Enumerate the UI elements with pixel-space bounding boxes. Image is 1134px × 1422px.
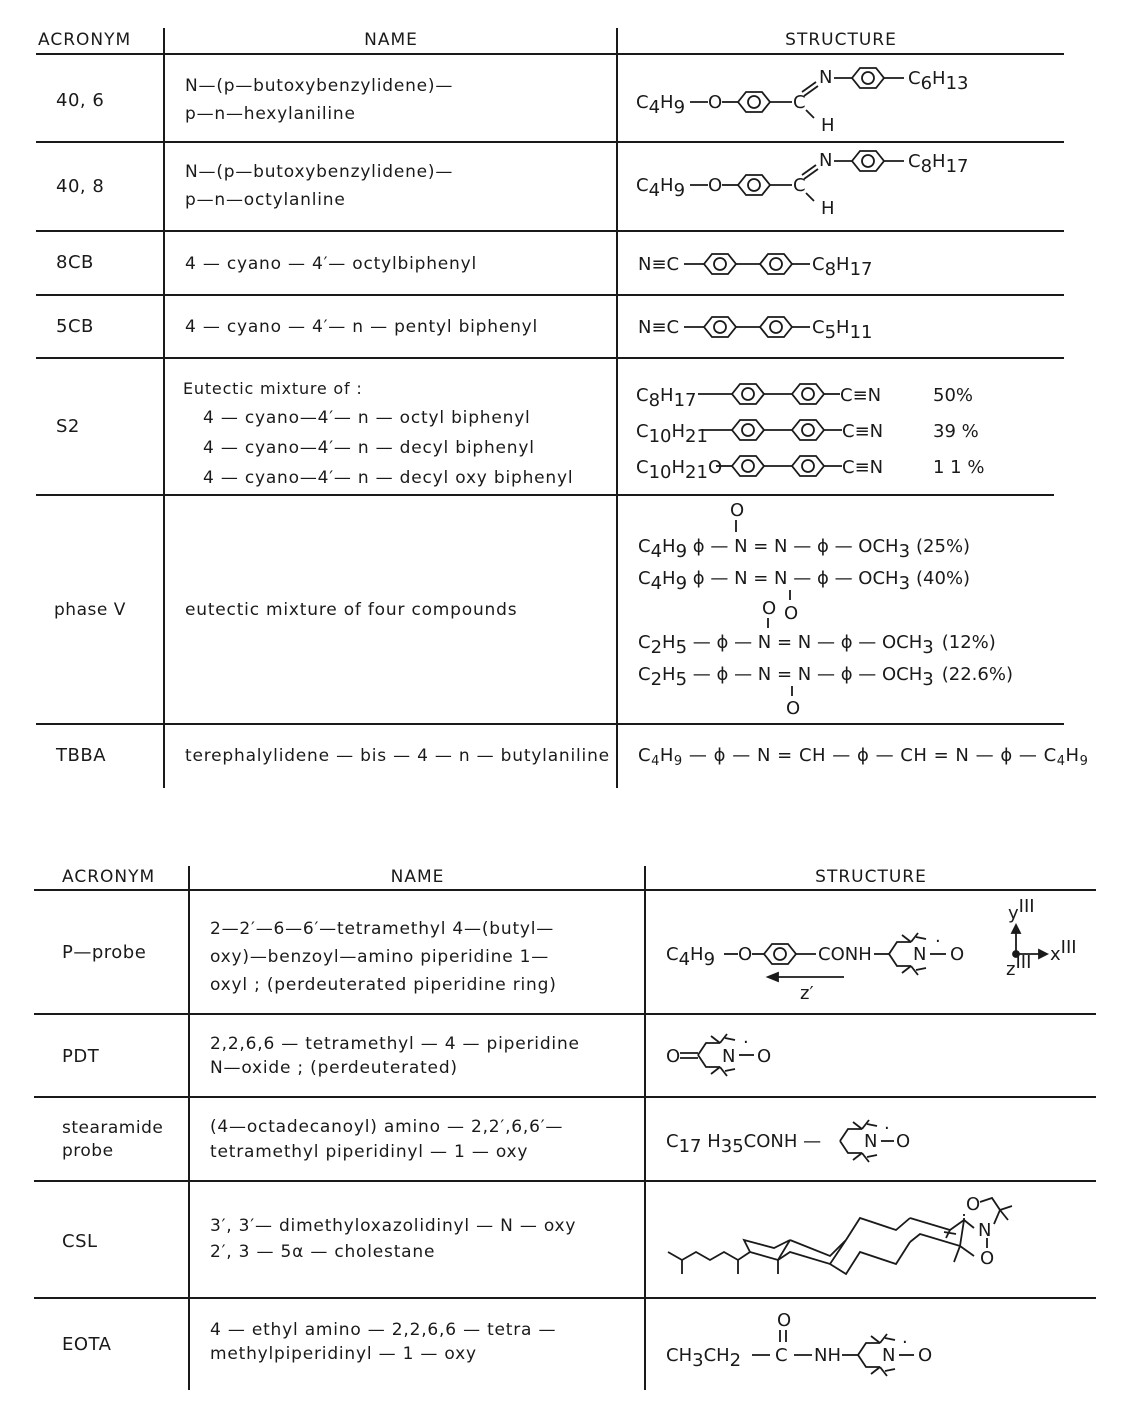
svg-text:1 1 %: 1 1 % (933, 457, 985, 478)
name-line: 3′, 3′— dimethyloxazolidinyl — N — oxy (210, 1216, 577, 1236)
svg-text:O: O (730, 500, 745, 521)
component-structure (636, 456, 984, 483)
svg-text:50%: 50% (933, 385, 974, 406)
divider (34, 1180, 1096, 1182)
svg-text:·: · (902, 1332, 908, 1353)
svg-text:O: O (757, 1046, 772, 1067)
benzene-ring-icon (760, 317, 792, 337)
benzene-ring-icon (764, 944, 796, 964)
acronym-cell: S2 (56, 416, 80, 437)
svg-text:C2H5 — ϕ — N = N — ϕ — OCH3(12: C2H5 — ϕ — N = N — ϕ — OCH3 (12%) (638, 632, 996, 658)
header-acronym: ACRONYM (62, 867, 156, 887)
name-line: p—n—hexylaniline (185, 104, 356, 124)
name-line: terephalylidene — bis — 4 — n — butylaniline (185, 746, 610, 766)
structure-diagram (636, 498, 1036, 720)
name-line: N—(p—butoxybenzylidene)— (185, 162, 454, 182)
svg-text:39 %: 39 % (933, 421, 979, 442)
svg-text:NH: NH (814, 1345, 841, 1366)
name-line: p—n—octylanline (185, 190, 346, 210)
svg-text:C≡N: C≡N (842, 457, 884, 478)
header-acronym: ACRONYM (38, 30, 132, 50)
svg-text:C4H9: C4H9 (636, 175, 686, 201)
svg-text:C4H9: C4H9 (636, 92, 686, 118)
name-line: 4 — cyano — 4′— octylbiphenyl (185, 254, 478, 274)
svg-text:C8H17: C8H17 (908, 151, 969, 177)
benzene-ring-icon (792, 384, 824, 404)
name-line: 2′, 3 — 5α — cholestane (210, 1242, 436, 1262)
acronym-cell: 5CB (56, 316, 94, 337)
divider (34, 1096, 1096, 1098)
svg-text:C: C (793, 92, 806, 113)
formula-part: C (638, 745, 652, 766)
formula-subscript: 4 (1056, 754, 1066, 769)
benzene-ring-icon (792, 420, 824, 440)
svg-text:N: N (722, 1046, 736, 1067)
benzene-ring-icon (704, 317, 736, 337)
steroid-skeleton-icon (668, 1198, 1012, 1274)
benzene-ring-icon (760, 254, 792, 274)
name-line: oxyl ; (perdeuterated piperidine ring) (210, 975, 557, 995)
header-structure: STRUCTURE (785, 30, 897, 50)
svg-text:CH3CH2: CH3CH2 (666, 1345, 742, 1371)
acronym-cell: CSL (62, 1231, 98, 1252)
acronym-cell: TBBA (56, 745, 107, 766)
structure-diagram (636, 58, 1056, 138)
svg-text:O: O (738, 944, 753, 965)
benzene-ring-icon (792, 456, 824, 476)
svg-text:zIII: zIII (1006, 952, 1032, 980)
svg-text:C10H21O: C10H21O (636, 457, 723, 483)
name-line: 2,2,6,6 — tetramethyl — 4 — piperidine (210, 1034, 580, 1054)
svg-text:C8H17: C8H17 (636, 385, 697, 411)
divider (36, 294, 1064, 296)
divider (34, 1297, 1096, 1299)
acronym-cell: 40, 6 (56, 90, 105, 111)
svg-text:N: N (978, 1220, 992, 1241)
svg-text:N: N (819, 150, 833, 171)
structure-diagram (664, 1306, 964, 1392)
name-line: N—oxide ; (perdeuterated) (210, 1058, 458, 1078)
svg-text:·: · (743, 1032, 749, 1053)
name-line: 2—2′—6—6′—tetramethyl 4—(butyl— (210, 919, 555, 939)
column-divider (644, 866, 646, 1390)
cholestane-structure-diagram (664, 1190, 1014, 1290)
acronym-cell: 40, 8 (56, 176, 105, 197)
name-line: oxy)—benzoyl—amino piperidine 1— (210, 947, 550, 967)
svg-text:N: N (864, 1131, 878, 1152)
svg-text:O: O (708, 175, 723, 196)
benzene-ring-icon (732, 384, 764, 404)
component-structure (636, 384, 973, 411)
benzene-ring-icon (704, 254, 736, 274)
svg-text:O: O (666, 1046, 681, 1067)
svg-text:C6H13: C6H13 (908, 68, 969, 94)
svg-text:C4H9 ϕ — N = N — ϕ — OCH3(25%): C4H9 ϕ — N = N — ϕ — OCH3 (25%) (638, 536, 971, 562)
svg-text:C4H9: C4H9 (666, 944, 716, 970)
name-line: N—(p—butoxybenzylidene)— (185, 76, 454, 96)
divider (36, 230, 1064, 232)
formula-subscript: 4 (651, 754, 660, 769)
structure-diagram (638, 303, 938, 353)
name-line: 4 — cyano—4′— n — decyl oxy biphenyl (203, 468, 574, 488)
name-line: Eutectic mixture of : (183, 379, 363, 398)
svg-text:CONH: CONH (818, 944, 872, 965)
header-name: NAME (364, 30, 418, 50)
benzene-ring-icon (732, 456, 764, 476)
svg-text:C: C (775, 1345, 788, 1366)
name-line: 4 — ethyl amino — 2,2,6,6 — tetra — (210, 1320, 557, 1340)
column-divider (163, 28, 165, 788)
svg-text:C4H9 ϕ — N = N — ϕ — OCH3(40%): C4H9 ϕ — N = N — ϕ — OCH3 (40%) (638, 568, 971, 594)
svg-text:O: O (762, 598, 777, 619)
svg-text:O: O (786, 698, 801, 719)
benzene-ring-icon (738, 175, 770, 195)
formula-part: H (1065, 745, 1080, 766)
acronym-cell: P—probe (62, 942, 147, 963)
svg-text:O: O (777, 1310, 792, 1331)
svg-text:H: H (821, 115, 835, 136)
acronym-cell: stearamide (62, 1118, 164, 1138)
divider (36, 357, 1064, 359)
benzene-ring-icon (732, 420, 764, 440)
structure-diagram (664, 1025, 814, 1090)
divider (34, 1013, 1096, 1015)
acronym-cell: phase Ⅴ (54, 600, 126, 620)
structure-diagram (636, 141, 1056, 226)
svg-text:z′: z′ (800, 983, 814, 1004)
svg-text:N: N (913, 944, 927, 965)
svg-text:C: C (793, 175, 806, 196)
benzene-ring-icon (852, 151, 884, 171)
name-line: eutectic mixture of four compounds (185, 600, 518, 620)
column-divider (616, 28, 618, 788)
name-line: methylpiperidinyl — 1 — oxy (210, 1344, 477, 1364)
header-name: NAME (390, 867, 445, 887)
acronym-cell: probe (62, 1141, 114, 1161)
formula-part: — ϕ — N = CH — ϕ — CH = N — ϕ — C (682, 745, 1057, 766)
svg-text:O: O (708, 92, 723, 113)
divider (34, 889, 1096, 891)
column-divider (188, 866, 190, 1390)
divider (36, 53, 1064, 55)
svg-text:xIII: xIII (1050, 937, 1077, 965)
svg-text:C5H11: C5H11 (812, 317, 873, 343)
name-line: (4—octadecanoyl) amino — 2,2′,6,6′— (210, 1117, 564, 1137)
svg-text:N: N (882, 1345, 896, 1366)
structure-diagram (636, 375, 1016, 485)
svg-text:C≡N: C≡N (840, 385, 882, 406)
formula-subscript: 9 (673, 754, 683, 769)
structure-formula (638, 745, 1088, 769)
svg-text:O: O (784, 603, 799, 624)
divider (36, 723, 1064, 725)
svg-text:C17 H35CONH —: C17 H35CONH — (666, 1131, 822, 1157)
acronym-cell: 8CB (56, 252, 94, 273)
svg-text:O: O (980, 1248, 995, 1269)
name-line: 4 — cyano—4′— n — decyl biphenyl (203, 438, 535, 458)
formula-subscript: 9 (1079, 754, 1089, 769)
svg-text:C≡N: C≡N (842, 421, 884, 442)
formula-part: H (659, 745, 674, 766)
svg-text:·: · (935, 931, 941, 952)
acronym-cell: PDT (62, 1046, 100, 1067)
axis-arrow-icon (768, 973, 844, 981)
structure-diagram (638, 240, 938, 290)
svg-text:C2H5 — ϕ — N = N — ϕ — OCH3(22: C2H5 — ϕ — N = N — ϕ — OCH3 (22.6%) (638, 664, 1013, 690)
divider (36, 494, 1054, 496)
name-line: 4 — cyano—4′— n — octyl biphenyl (203, 408, 531, 428)
name-line: tetramethyl piperidinyl — 1 — oxy (210, 1142, 529, 1162)
name-line: 4 — cyano — 4′— n — pentyl biphenyl (185, 317, 539, 337)
svg-text:O: O (918, 1345, 933, 1366)
component-structure (636, 420, 979, 447)
structure-diagram (664, 1110, 924, 1176)
svg-text:·: · (884, 1118, 890, 1139)
svg-text:N≡C: N≡C (638, 254, 680, 275)
structure-diagram (664, 895, 1084, 1010)
svg-text:yIII: yIII (1008, 896, 1035, 924)
svg-text:N: N (819, 67, 833, 88)
header-structure: STRUCTURE (815, 867, 927, 887)
benzene-ring-icon (852, 68, 884, 88)
acronym-cell: EOTA (62, 1334, 112, 1355)
svg-text:C8H17: C8H17 (812, 254, 873, 280)
svg-text:H: H (821, 198, 835, 219)
svg-text:O: O (966, 1194, 981, 1215)
svg-text:O: O (950, 944, 965, 965)
svg-text:C10H21: C10H21 (636, 421, 708, 447)
svg-text:N≡C: N≡C (638, 317, 680, 338)
svg-text:O: O (896, 1131, 911, 1152)
benzene-ring-icon (738, 92, 770, 112)
